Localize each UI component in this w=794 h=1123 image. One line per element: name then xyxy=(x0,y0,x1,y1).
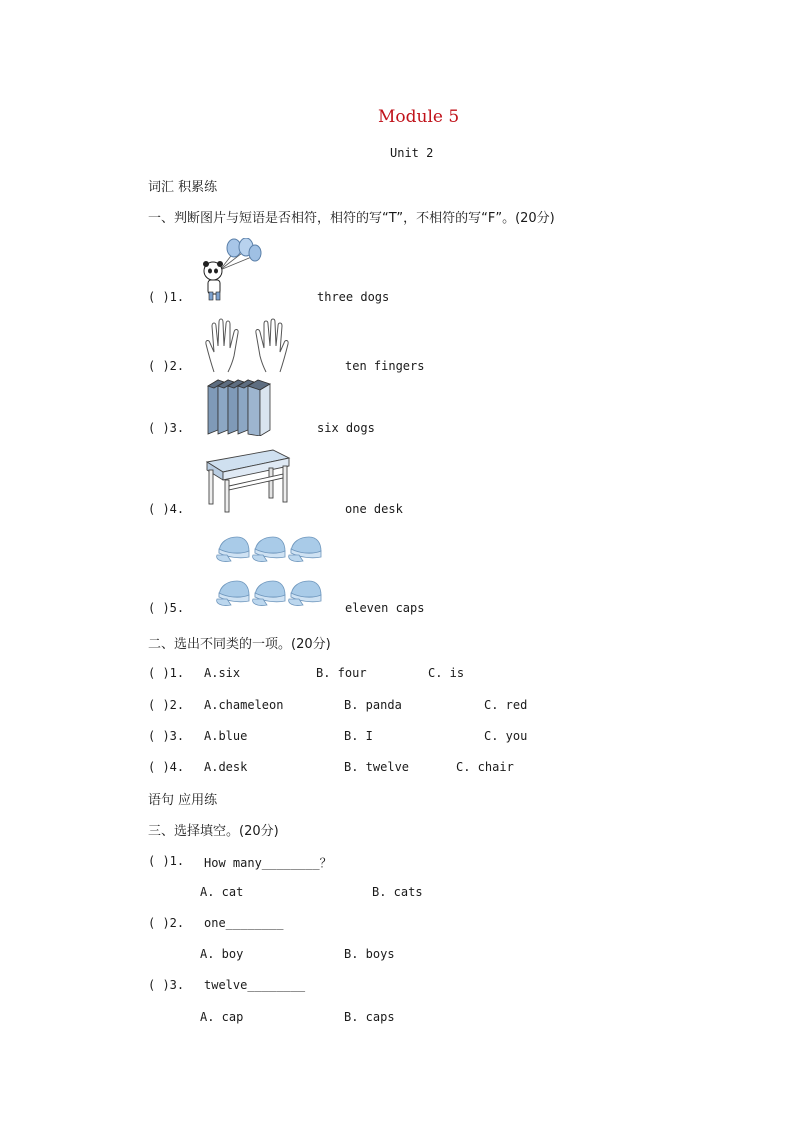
part3-item-3-option-a: A. cap xyxy=(200,1010,244,1024)
part3-item-3-option-b: B. caps xyxy=(344,1010,395,1024)
part2-item-3-number: ( )3. xyxy=(148,729,185,743)
part2-item-2-option-c: C. red xyxy=(484,698,528,712)
panda-balloons-picture xyxy=(200,238,262,304)
part1-item-1-number: ( )1. xyxy=(148,290,185,304)
part1-item-1-phrase: three dogs xyxy=(317,290,390,304)
part3-item-2-option-b: B. boys xyxy=(344,947,395,961)
part2-item-1-number: ( )1. xyxy=(148,666,185,680)
two-hands-picture xyxy=(204,316,290,374)
part2-item-2-option-b: B. panda xyxy=(344,698,402,712)
part1-heading: 一、判断图片与短语是否相符，相符的写“T”，不相符的写“F”。(20分) xyxy=(148,211,555,226)
part3-item-3-number: ( )3. xyxy=(148,978,185,992)
page-title: Module 5 xyxy=(378,107,460,127)
part2-item-1-option-a: A.six xyxy=(204,666,241,680)
part2-item-4-option-a: A.desk xyxy=(204,760,248,774)
page-subtitle: Unit 2 xyxy=(390,146,434,160)
part3-item-1-number: ( )1. xyxy=(148,854,185,868)
part3-item-1-option-a: A. cat xyxy=(200,885,244,899)
part3-item-1-option-b: B. cats xyxy=(372,885,423,899)
part1-item-4-number: ( )4. xyxy=(148,502,185,516)
part2-item-4-option-b: B. twelve xyxy=(344,760,410,774)
part1-item-4-phrase: one desk xyxy=(345,502,403,516)
part3-item-3-stem: twelve________ xyxy=(204,978,306,992)
part2-item-1-option-c: C. is xyxy=(428,666,465,680)
section-sentence-label: 语句 应用练 xyxy=(148,793,218,808)
part2-item-3-option-c: C. you xyxy=(484,729,528,743)
part1-item-3-phrase: six dogs xyxy=(317,421,375,435)
section-vocab-label: 词汇 积累练 xyxy=(148,180,218,195)
part1-item-5-number: ( )5. xyxy=(148,601,185,615)
desk-picture xyxy=(203,448,291,514)
part2-item-2-number: ( )2. xyxy=(148,698,185,712)
part2-item-4-number: ( )4. xyxy=(148,760,185,774)
part2-item-3-option-b: B. I xyxy=(344,729,373,743)
caps-picture xyxy=(213,533,325,613)
part2-item-1-option-b: B. four xyxy=(316,666,367,680)
part1-item-5-phrase: eleven caps xyxy=(345,601,425,615)
part3-item-2-option-a: A. boy xyxy=(200,947,244,961)
part2-item-4-option-c: C. chair xyxy=(456,760,514,774)
part3-item-2-number: ( )2. xyxy=(148,916,185,930)
part2-item-2-option-a: A.chameleon xyxy=(204,698,284,712)
part2-heading: 二、选出不同类的一项。(20分) xyxy=(148,637,331,652)
part1-item-2-phrase: ten fingers xyxy=(345,359,425,373)
part3-item-2-stem: one________ xyxy=(204,916,284,930)
part3-item-1-stem: How many________？ xyxy=(204,856,332,870)
books-picture xyxy=(204,378,274,436)
part1-item-2-number: ( )2. xyxy=(148,359,185,373)
part3-heading: 三、选择填空。(20分) xyxy=(148,824,279,839)
part2-item-3-option-a: A.blue xyxy=(204,729,248,743)
part1-item-3-number: ( )3. xyxy=(148,421,185,435)
